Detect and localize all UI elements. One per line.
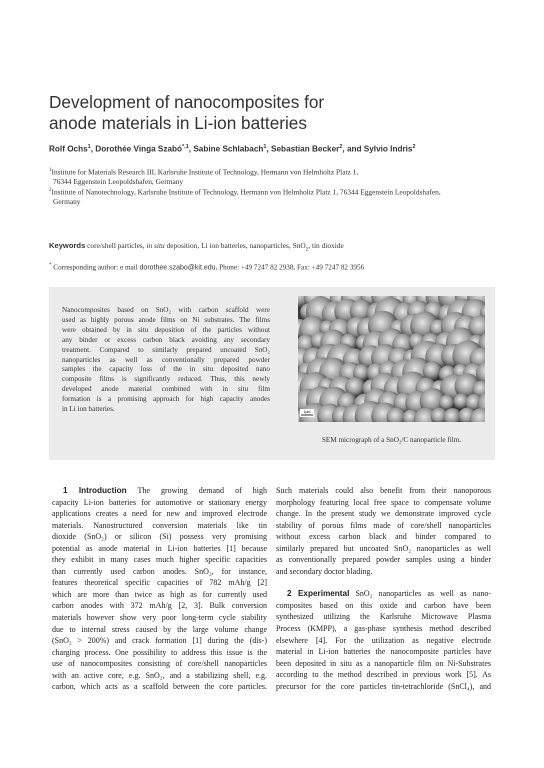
intro-cont-line: morphology featuring local free space to compensate volume [276,497,491,507]
experimental-line: synthesized utilizing the Karlsruhe Microwave Plasma [276,612,491,622]
affiliation-2: $^2$Institute of Nanotechnology, Karlsruhe Institute of Technology, Hermann von Helmholtz Platz 1, 76344 Eggenstein Leopoldshafen, Germany [49,187,441,207]
affiliation-1: $^1$Institute for Materials Research III, Karlsruhe Institute of Technology, Hermann von Helmholtz Platz 1, 76344 Eggenstein Leopoldshafen, Germany [49,167,359,187]
intro-line: capacity Li-ion batteries for automotive or stationary energy [52,497,267,507]
paper-title [49,92,509,134]
author-name: Sebastian Becker [271,144,340,154]
intro-line: charging process. One possibility to address this issue is the [52,647,267,657]
intro-line: materials. Nanostructured conversion materials like tin [52,520,267,530]
experimental-line: precursor for the core particles tin-tetrachloride (SnCl₄), and [276,681,491,691]
intro-line: which are more than twice as high as for currently used [52,589,267,599]
abstract-line: formation is a promising approach for high capacity anodes [62,395,270,404]
corresponding-email: dorothee.szabo@kit.edu [139,264,216,272]
experimental-line: Process (KMPP), a gas-phase synthesis method described [276,624,491,634]
abstract-line: samples the capacity loss of the in situ deposited nano [62,365,270,374]
intro-line: carbon, which acts as a scaffold between the core particles. [52,682,267,692]
author-list [49,144,519,154]
intro-line: features theoretical specific capacities of 782 mAh/g [2] [52,578,267,588]
abstract-line: nanoparticles as well as conventionally prepared powder [62,355,270,364]
abstract-line: composite films is significantly reduced. Thus, this newly [62,375,270,384]
intro-first-line [52,485,267,497]
abstract-line: used as highly porous anode films on Ni substrates. The films [62,315,270,324]
experimental-line: material in Li-ion batteries the nanocomposite particles have [276,647,491,657]
intro-heading: 1 Introduction [63,486,127,495]
abstract-line: treatment. Compared to similarly prepared uncoated SnO₂ [62,345,270,354]
intro-cont-line: as conventionally prepared powder samples using a binder [276,555,491,565]
intro-line: applications creates a need for new and improved electrode [52,509,267,519]
author-name: Sylvio Indris [363,144,413,154]
column-right [276,485,491,692]
abstract-line: were obtained by in situ deposition of the particles without [62,325,270,334]
intro-text: The growing demand of high [137,486,268,495]
corresponding-author: * Corresponding author: e mail dorothee.szabo@kit.edu, Phone: +49 7247 82 2938, Fax: +49 7247 82 3956 [49,263,365,272]
intro-cont-line: without excess carbon black and binder compared to [276,532,491,542]
experimental-line: composites based on this oxide and carbon have been [276,600,491,610]
author-separator: , [90,144,96,154]
title-line-1: Development of nanocomposites for [49,92,325,112]
intro-cont-line: change. In the present study we demonstrate improved cycle [276,509,491,519]
abstract-line: Nanocomposites based on SnO₂ with carbon scaffold were [62,306,270,314]
figure-caption: SEM micrograph of a SnO₂/C nanoparticle film. [321,436,462,444]
intro-line: use of nanocomposites consisting of core/shell nanoparticles [52,659,267,669]
keywords-label: Keywords [49,241,86,250]
author-affil-mark: *,1 [182,144,189,150]
intro-line: they exhibit in many cases much higher specific capacities [52,555,267,565]
author-name: Sabine Schlabach [193,144,264,154]
experimental-first-line [276,588,491,600]
abstract-line: developed anode material combined with in situ film [62,385,270,394]
keywords-line: Keywords core/shell particles, in situ deposition, Li ion batteries, nanoparticles, SnO$_2$, tin dioxide [49,241,344,253]
intro-line: materials however show very poor long-term cycle stability [52,613,267,623]
experimental-line: elsewhere [4]. For the utilization as negative electrode [276,635,491,645]
intro-cont-line: similarly prepared but uncoated SnO₂ nanoparticles as well [276,543,491,553]
author-separator: , [188,144,194,154]
intro-line: due to internal stress caused by the large volume change [52,624,267,634]
intro-line: carbon anodes with 372 mAh/g [2, 3]. Bulk conversion [52,601,267,611]
intro-line: potential as anode material in Li-ion batteries [1] because [52,543,267,553]
experimental-line: according to the method described in previous work [5]. As [276,670,491,680]
intro-cont-line: and secondary doctor blading. [276,566,373,576]
author-separator: , [266,144,272,154]
author-affil-mark: 1 [87,144,91,150]
abstract-text [62,306,270,415]
author-affil-mark: 1 [263,144,267,150]
intro-line: than currently used carbon anodes. SnO₂, for instance, [52,566,267,576]
experimental-text: SnO₂ nanoparticles as well as nano- [355,589,491,599]
intro-cont-line: Such materials could also benefit from their nanoporous [276,486,491,495]
title-line-2: anode materials in Li-ion batteries [49,113,307,133]
intro-line: with an active core, e.g. SnO₂, and a stabilizing shell, e.g. [52,670,267,680]
author-affil-mark: 2 [339,144,343,150]
experimental-line: been deposited in situ as a nanoparticle film on Ni-Substrates [276,658,491,668]
intro-line: dioxide (SnO₂) or silicon (Si) possess very promising [52,532,267,542]
author-separator: , and [342,144,364,154]
author-name: Rolf Ochs [49,144,88,154]
author-name: Dorothée Vinga Szabó [95,144,183,154]
abstract-line: any binder or excess carbon black avoiding any secondary [62,335,270,344]
author-affil-mark: 2 [412,144,416,150]
intro-cont-line: stability of porous films made of core/shell nanoparticles [276,520,491,530]
intro-line: (SnO₂ > 200%) and crack formation [1] during the (dis-) [52,636,267,646]
experimental-heading: 2 Experimental [287,589,350,599]
scalebar-label: 1µm [303,410,311,414]
sem-micrograph [298,296,485,422]
abstract-line: in Li ion batteries. [62,405,115,414]
column-left [52,485,267,693]
section-gap [276,577,491,588]
